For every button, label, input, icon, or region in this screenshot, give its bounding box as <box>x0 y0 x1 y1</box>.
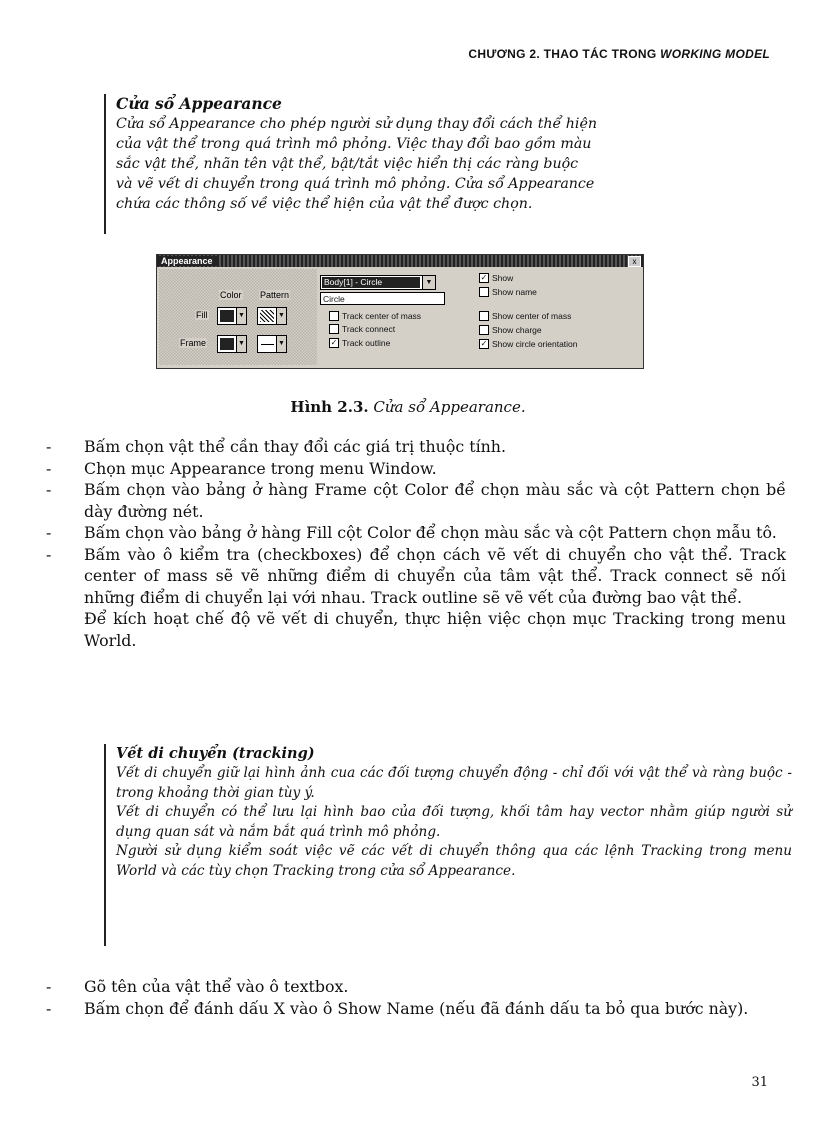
dropdown-arrow-icon: ▼ <box>276 336 286 352</box>
frame-color-picker[interactable] <box>217 335 247 353</box>
show-charge-checkbox[interactable]: Show charge <box>479 325 542 335</box>
note-line: chứa các thông số về việc thể hiện của vật thể được chọn. <box>116 196 533 212</box>
chapter-title-italic: WORKING MODEL <box>660 47 770 61</box>
note-box-title: Cửa sổ Appearance <box>116 94 282 113</box>
note-line: Cửa sổ Appearance cho phép người sử dụng thay đổi cách thể hiện <box>116 116 598 132</box>
note-box-title: Vết di chuyển (tracking) <box>116 745 315 762</box>
note-paragraph: Vết di chuyển giữ lại hình ảnh cua các đối tượng chuyển động - chỉ đối với vật thể và ràng buộc - trong khoảng thời gian tùy ý. <box>116 765 792 801</box>
note-paragraph: Vết di chuyển có thể lưu lại hình bao của đối tượng, khối tâm hay vector nhằm giúp người sử dụng quan sát và nắm bắt quá trình mô phỏng. <box>116 804 792 840</box>
check-icon: ✓ <box>480 273 488 282</box>
figure-caption <box>0 398 816 416</box>
fill-color-picker[interactable] <box>217 307 247 325</box>
list-item: - Bấm vào ô kiểm tra (checkboxes) để chọn cách vẽ vết di chuyển cho vật thể. Track center of mass sẽ vẽ những điểm di chuyển của tâm vật thể. Track connect sẽ nối những điểm di chuyển lại với nhau. Track outline sẽ vẽ vết của đường bao vật thể. <box>46 544 786 607</box>
checkbox-box <box>329 324 339 334</box>
check-icon: ✓ <box>480 339 488 348</box>
page-number: 31 <box>751 1075 768 1090</box>
note-line: của vật thể trong quá trình mô phỏng. Việc thay đổi bao gồm màu <box>116 136 592 152</box>
list-item: - Bấm chọn vào bảng ở hàng Fill cột Color để chọn màu sắc và cột Pattern chọn mẫu tô. <box>46 523 777 542</box>
frame-pattern-picker[interactable] <box>257 335 287 353</box>
track-center-checkbox[interactable]: Track center of mass <box>329 311 421 321</box>
list-item: - Chọn mục Appearance trong menu Window. <box>46 458 437 478</box>
fill-pattern-picker[interactable] <box>257 307 287 325</box>
step-list <box>46 436 786 651</box>
close-icon[interactable]: x <box>628 256 641 267</box>
chapter-title: CHƯƠNG 2. THAO TÁC TRONG <box>468 47 661 61</box>
checkbox-box <box>329 311 339 321</box>
window-titlebar <box>157 255 643 267</box>
dropdown-arrow-icon: ▼ <box>276 308 286 324</box>
show-name-checkbox[interactable]: Show name <box>479 287 537 297</box>
frame-row-label: Frame <box>180 338 207 348</box>
step-list-2 <box>46 976 786 1019</box>
track-outline-checkbox[interactable]: ✓ Track outline <box>330 338 391 348</box>
note-line: và vẽ vết di chuyển trong quá trình mô phỏng. Cửa sổ Appearance <box>116 176 595 192</box>
name-input[interactable]: Circle <box>320 292 445 305</box>
show-circle-orientation-checkbox[interactable]: ✓ Show circle orientation <box>480 339 578 349</box>
body-select-value: Body[1] - Circle <box>322 277 420 288</box>
list-item: - Bấm chọn để đánh dấu X vào ô Show Name (nếu đã đánh dấu ta bỏ qua bước này). <box>46 998 749 1018</box>
note-box-appearance <box>104 94 792 234</box>
checkbox-box <box>479 325 489 335</box>
body-select[interactable] <box>320 275 436 290</box>
window-title: Appearance <box>157 256 219 266</box>
show-center-of-mass-checkbox[interactable]: Show center of mass <box>479 311 571 321</box>
list-note: Để kích hoạt chế độ vẽ vết di chuyển, thực hiện việc chọn mục Tracking trong menu World. <box>84 609 786 650</box>
figure-label: Hình 2.3. <box>290 398 369 416</box>
chevron-down-icon: ▼ <box>422 276 435 289</box>
running-header <box>468 47 770 61</box>
appearance-window-figure <box>156 254 644 369</box>
dropdown-arrow-icon: ▼ <box>236 308 246 324</box>
list-item: - Bấm chọn vật thể cần thay đổi các giá trị thuộc tính. <box>46 437 507 456</box>
fill-row-label: Fill <box>196 310 208 320</box>
track-connect-checkbox[interactable]: Track connect <box>329 324 395 334</box>
note-line: sắc vật thể, nhãn tên vật thể, bật/tắt việc hiển thị các ràng buộc <box>116 156 579 172</box>
dropdown-arrow-icon: ▼ <box>236 336 246 352</box>
note-paragraph: Người sử dụng kiểm soát việc vẽ các vết di chuyển thông qua các lệnh Tracking trong menu World và các tùy chọn Tracking trong cửa sổ Appearance. <box>116 843 792 879</box>
check-icon: ✓ <box>330 338 338 347</box>
list-item: - Gõ tên của vật thể vào ô textbox. <box>46 977 349 996</box>
note-box-tracking <box>104 744 792 946</box>
checkbox-box <box>479 287 489 297</box>
color-column-label: Color <box>220 290 242 300</box>
list-item: - Bấm chọn vào bảng ở hàng Frame cột Color để chọn màu sắc và cột Pattern chọn bề dày đường nét. <box>46 480 786 521</box>
pattern-column-label: Pattern <box>260 290 290 300</box>
show-checkbox[interactable]: ✓ Show <box>480 273 514 283</box>
figure-caption-text: Cửa sổ Appearance. <box>373 398 526 416</box>
checkbox-box <box>479 311 489 321</box>
